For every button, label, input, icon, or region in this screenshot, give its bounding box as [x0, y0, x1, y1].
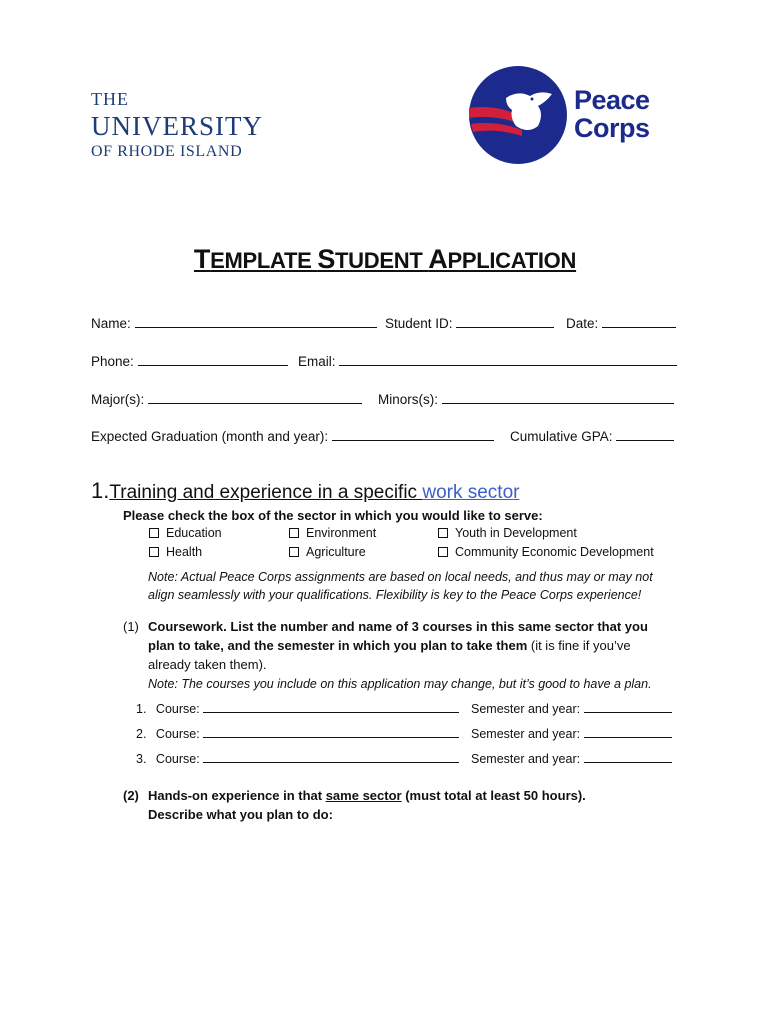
name-label: Name: — [91, 316, 131, 331]
semester-input-line[interactable] — [584, 724, 672, 738]
minors-label: Minors(s): — [378, 392, 438, 407]
course-row-1 — [136, 699, 459, 716]
gpa-field — [510, 427, 674, 444]
date-label: Date: — [566, 316, 599, 331]
semester-label: Semester and year: — [471, 702, 581, 716]
course-input-line[interactable] — [203, 724, 459, 738]
handson-line2: Describe what you plan to do: — [148, 807, 333, 822]
sector-label: Health — [166, 545, 203, 559]
uri-logo — [91, 88, 263, 162]
section-1-heading — [91, 478, 519, 504]
sector-label: Community Economic Development — [455, 545, 654, 559]
course-label: Course: — [155, 727, 200, 741]
sector-note-line2: align seamlessly with your qualifications. Flexibility is key to the Peace Corps experience! — [148, 588, 642, 602]
title-cap1: T — [193, 244, 211, 274]
email-field — [298, 352, 677, 369]
uri-logo-line3: OF RHODE ISLAND — [91, 143, 243, 160]
title-rest1: EMPLATE — [210, 248, 318, 273]
minors-field — [378, 390, 674, 407]
course-label: Course: — [155, 702, 200, 716]
course-row-3 — [136, 749, 459, 766]
coursework-label: (1) — [123, 619, 139, 634]
sector-option-agriculture[interactable] — [289, 545, 366, 559]
checkbox-icon[interactable] — [438, 547, 448, 557]
semester-row-2 — [471, 724, 672, 741]
phone-field — [91, 352, 288, 369]
checkbox-icon[interactable] — [149, 528, 159, 538]
email-label: Email: — [298, 354, 336, 369]
phone-input-line[interactable] — [138, 352, 288, 366]
graduation-label: Expected Graduation (month and year): — [91, 429, 329, 444]
semester-label: Semester and year: — [471, 727, 581, 741]
course-row-2 — [136, 724, 459, 741]
majors-input-line[interactable] — [148, 390, 362, 404]
peace-corps-logo — [466, 64, 686, 166]
checkbox-icon[interactable] — [289, 547, 299, 557]
handson-text — [148, 786, 586, 824]
coursework-line2-normal: (it is fine if you’ve — [527, 638, 631, 653]
majors-label: Major(s): — [91, 392, 145, 407]
majors-field — [91, 390, 362, 407]
coursework-line1: Coursework. List the number and name of 3 courses in this same sector that you — [148, 619, 648, 634]
sector-option-youth[interactable] — [438, 526, 577, 540]
handson-underlined: same sector — [325, 788, 402, 803]
handson-part1: Hands-on experience in that — [148, 788, 326, 803]
sector-instruction: Please check the box of the sector in which you would like to serve: — [123, 508, 543, 523]
course-row-number: 2. — [136, 727, 147, 741]
student-id-field — [385, 314, 554, 331]
date-input-line[interactable] — [602, 314, 676, 328]
sector-label: Environment — [306, 526, 377, 540]
title-cap3: A — [428, 244, 448, 274]
date-field — [566, 314, 676, 331]
sector-label: Youth in Development — [455, 526, 577, 540]
section-1-number: 1. — [91, 478, 110, 503]
coursework-line2-bold: plan to take, and the semester in which you plan to take them — [148, 638, 528, 653]
work-sector-link[interactable]: work sector — [422, 482, 520, 503]
peace-corps-wordmark — [574, 86, 650, 142]
course-row-number: 3. — [136, 752, 147, 766]
sector-note — [148, 568, 653, 604]
checkbox-icon[interactable] — [438, 528, 448, 538]
semester-label: Semester and year: — [471, 752, 581, 766]
handson-label: (2) — [123, 788, 139, 803]
section-1-title: Training and experience in a specific — [109, 482, 423, 503]
title-cap2: S — [317, 244, 336, 274]
phone-label: Phone: — [91, 354, 134, 369]
checkbox-icon[interactable] — [289, 528, 299, 538]
semester-row-3 — [471, 749, 672, 766]
sector-option-education[interactable] — [149, 526, 222, 540]
sector-note-line1: Note: Actual Peace Corps assignments are based on local needs, and thus may or may not — [148, 570, 653, 584]
course-input-line[interactable] — [203, 699, 459, 713]
title-rest2: TUDENT — [335, 248, 429, 273]
student-id-input-line[interactable] — [456, 314, 554, 328]
sector-label: Education — [166, 526, 222, 540]
semester-row-1 — [471, 699, 672, 716]
name-input-line[interactable] — [135, 314, 377, 328]
peace-corps-line2: Corps — [574, 113, 650, 143]
sector-option-community[interactable] — [438, 545, 654, 559]
minors-input-line[interactable] — [442, 390, 674, 404]
title-rest3: PPLICATION — [447, 248, 577, 273]
gpa-input-line[interactable] — [616, 427, 674, 441]
coursework-line3: already taken them). — [148, 657, 267, 672]
name-field — [91, 314, 377, 331]
sector-option-health[interactable] — [149, 545, 202, 559]
graduation-input-line[interactable] — [332, 427, 494, 441]
page-title — [0, 244, 770, 275]
email-input-line[interactable] — [339, 352, 677, 366]
semester-input-line[interactable] — [584, 699, 672, 713]
coursework-note: Note: The courses you include on this application may change, but it’s good to have a plan. — [148, 677, 652, 691]
peace-corps-dove-icon — [466, 64, 576, 166]
peace-corps-line1: Peace — [574, 85, 650, 115]
sector-option-environment[interactable] — [289, 526, 376, 540]
course-input-line[interactable] — [203, 749, 459, 763]
student-id-label: Student ID: — [385, 316, 453, 331]
checkbox-icon[interactable] — [149, 547, 159, 557]
sector-label: Agriculture — [306, 545, 366, 559]
semester-input-line[interactable] — [584, 749, 672, 763]
gpa-label: Cumulative GPA: — [510, 429, 613, 444]
coursework-text — [148, 617, 648, 674]
handson-part2: (must total at least 50 hours). — [401, 788, 586, 803]
graduation-field — [91, 427, 494, 444]
uri-logo-line1: THE — [91, 89, 129, 109]
course-row-number: 1. — [136, 702, 147, 716]
course-label: Course: — [155, 752, 200, 766]
uri-logo-line2: UNIVERSITY — [91, 111, 263, 141]
